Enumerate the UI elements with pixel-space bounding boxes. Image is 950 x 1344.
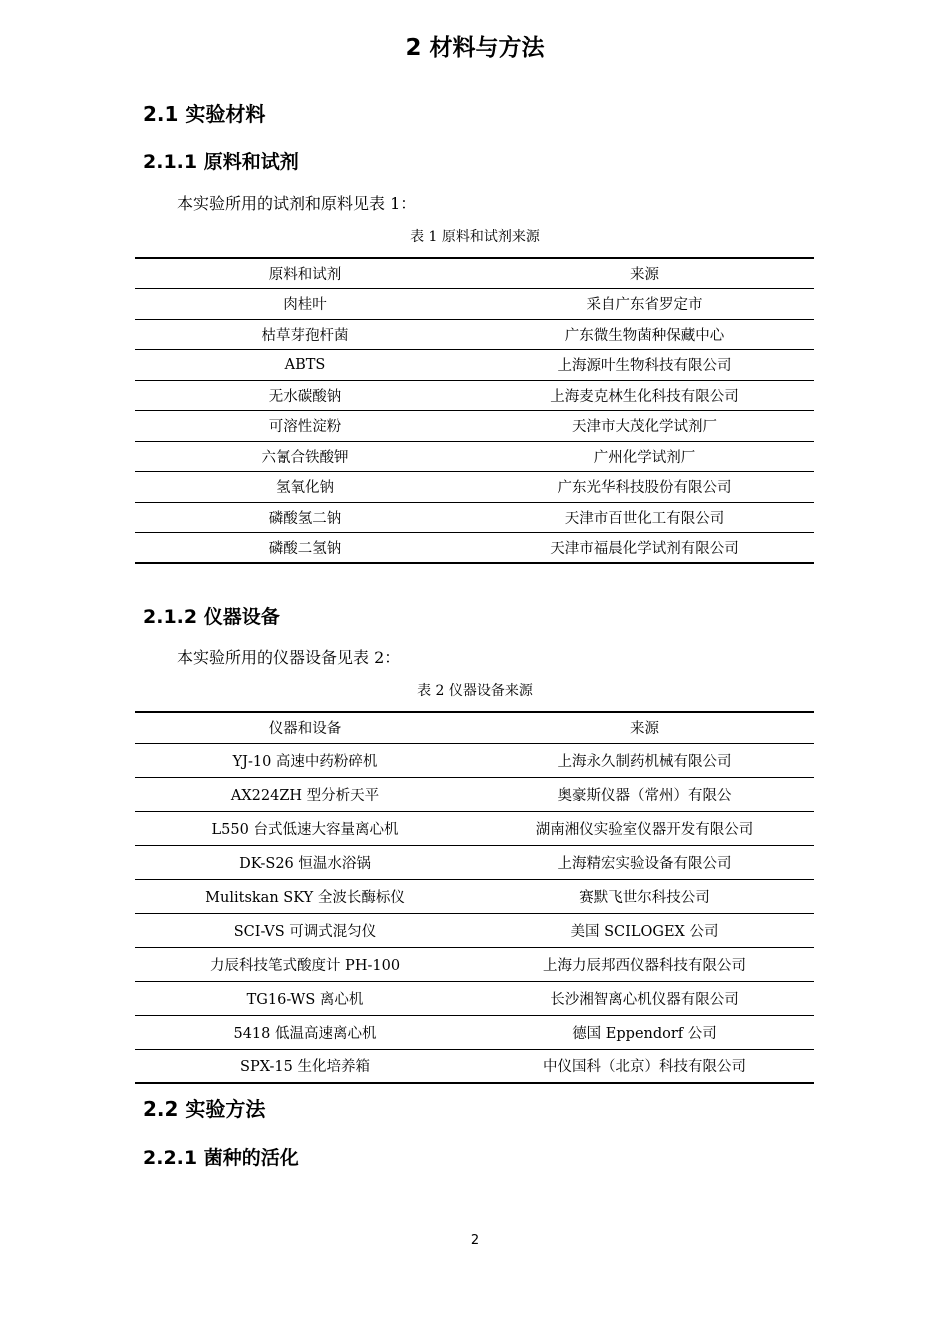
- table-cell-source: 德国 Eppendorf 公司: [572, 1025, 717, 1042]
- section-heading-2-1: 2.1 实验材料: [143, 102, 266, 126]
- table-row: [135, 319, 814, 350]
- materials-table: [135, 257, 814, 564]
- table-cell-equipment: SPX-15 生化培养箱: [240, 1059, 370, 1076]
- table-cell-source: 中仪国科（北京）科技有限公司: [543, 1059, 746, 1076]
- table-cell-equipment: L550 台式低速大容量离心机: [211, 821, 399, 838]
- table-row: [135, 502, 814, 533]
- section-heading-2-1-1: 2.1.1 原料和试剂: [143, 151, 299, 173]
- table-cell-material: ABTS: [284, 356, 326, 373]
- page-number: 2: [470, 1233, 480, 1248]
- table-row: [135, 1049, 814, 1083]
- table-cell-source: 采自广东省罗定市: [586, 297, 703, 314]
- table-cell-material: 磷酸氢二钠: [268, 510, 342, 527]
- table-cell-source: 广州化学试剂厂: [593, 449, 696, 466]
- table-cell-equipment: YJ-10 高速中药粉碎机: [232, 753, 378, 770]
- table-cell-source: 赛默飞世尔科技公司: [579, 889, 710, 906]
- table-cell-equipment: SCI-VS 可调式混匀仪: [233, 923, 377, 940]
- table-row: [135, 811, 814, 845]
- table-cell-source: 天津市福晨化学试剂有限公司: [550, 541, 739, 557]
- table-cell-source: 上海力辰邦西仪器科技有限公司: [543, 957, 746, 974]
- table-cell-source: 上海麦克林生化科技有限公司: [550, 388, 739, 405]
- table-cell-source: 美国 SCILOGEX 公司: [570, 923, 719, 940]
- table-header-cell: 来源: [630, 267, 659, 283]
- table-row: [135, 441, 814, 472]
- chapter-title: 2 材料与方法: [405, 35, 545, 61]
- table-row: [135, 350, 814, 381]
- table-cell-material: 氢氧化钠: [276, 480, 334, 497]
- section-heading-2-1-2: 2.1.2 仪器设备: [143, 606, 280, 628]
- table-header-cell: 来源: [630, 721, 659, 738]
- table2-intro-paragraph: 本实验所用的仪器设备见表 2：: [177, 648, 401, 667]
- table-cell-material: 磷酸二氢钠: [268, 541, 342, 557]
- table-cell-source: 天津市大茂化学试剂厂: [572, 419, 717, 436]
- table-row: [135, 533, 814, 564]
- section-heading-2-2-1: 2.2.1 菌种的活化: [143, 1147, 299, 1169]
- table-cell-source: 上海源叶生物科技有限公司: [557, 358, 732, 375]
- table-cell-material: 无水碳酸钠: [268, 388, 342, 405]
- table-header-cell: 原料和试剂: [268, 267, 342, 283]
- table-row: [135, 981, 814, 1015]
- table-cell-source: 上海永久制药机械有限公司: [557, 753, 732, 770]
- table2-caption: 表 2 仪器设备来源: [417, 683, 533, 699]
- table-row: [135, 743, 814, 777]
- table-cell-equipment: AX224ZH 型分析天平: [230, 787, 380, 804]
- table-row: [135, 947, 814, 981]
- table-row: [135, 913, 814, 947]
- table-cell-source: 天津市百世化工有限公司: [564, 510, 725, 527]
- table-cell-material: 可溶性淀粉: [268, 419, 342, 436]
- table-header-row: [135, 258, 814, 289]
- table-cell-equipment: 力辰科技笔式酸度计 PH-100: [209, 957, 401, 974]
- section-heading-2-2: 2.2 实验方法: [143, 1097, 266, 1121]
- table-header-row: [135, 712, 814, 743]
- table-cell-source: 上海精宏实验设备有限公司: [557, 855, 732, 872]
- table-row: [135, 380, 814, 411]
- table-cell-material: 肉桂叶: [283, 297, 327, 314]
- table-cell-source: 长沙湘智离心机仪器有限公司: [550, 991, 739, 1008]
- table-row: [135, 289, 814, 320]
- equipment-table: [135, 711, 814, 1084]
- table-cell-equipment: 5418 低温高速离心机: [233, 1025, 377, 1042]
- table-cell-material: 六氰合铁酸钾: [261, 449, 349, 466]
- table-row: [135, 472, 814, 503]
- table-header-cell: 仪器和设备: [268, 721, 342, 738]
- table1-intro-paragraph: 本实验所用的试剂和原料见表 1：: [177, 194, 417, 213]
- table-row: [135, 1015, 814, 1049]
- table-row: [135, 411, 814, 442]
- table-cell-source: 湖南湘仪实验室仪器开发有限公司: [535, 821, 754, 838]
- table-cell-equipment: TG16-WS 离心机: [246, 991, 364, 1008]
- table1-caption: 表 1 原料和试剂来源: [410, 229, 540, 245]
- table-cell-source: 广东光华科技股份有限公司: [557, 480, 732, 497]
- table-row: [135, 879, 814, 913]
- table-cell-equipment: DK-S26 恒温水浴锅: [239, 855, 371, 872]
- table-cell-equipment: Mulitskan SKY 全波长酶标仪: [205, 889, 405, 906]
- table-cell-source: 广东微生物菌种保藏中心: [564, 327, 725, 344]
- table-cell-source: 奥豪斯仪器（常州）有限公: [557, 787, 732, 804]
- table-row: [135, 777, 814, 811]
- table-cell-material: 枯草芽孢杆菌: [261, 327, 349, 344]
- table-row: [135, 845, 814, 879]
